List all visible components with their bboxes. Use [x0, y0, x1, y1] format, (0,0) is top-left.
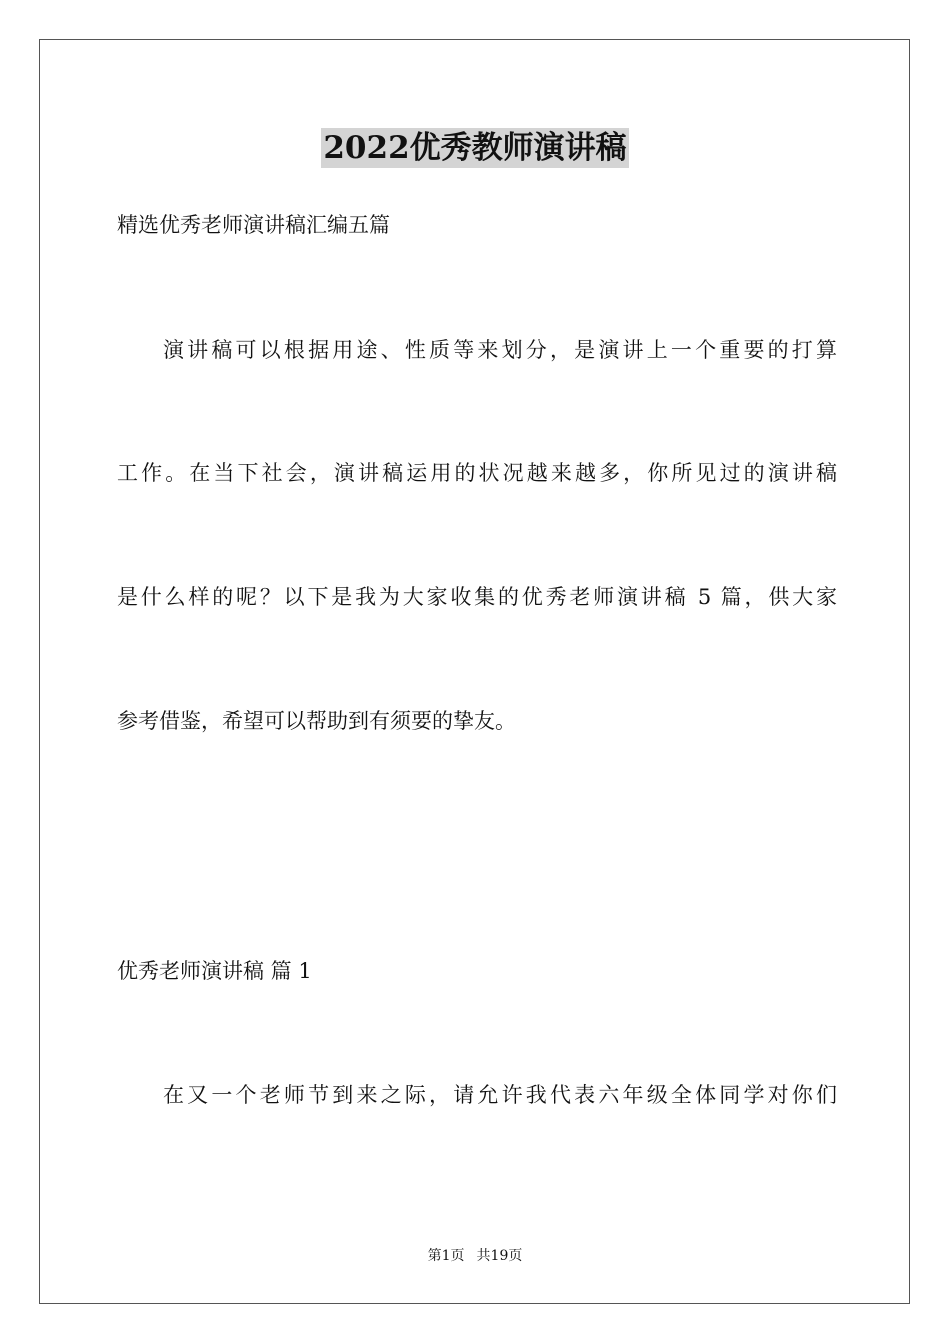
page-total: 共19页	[476, 1248, 523, 1264]
document-title: 2022优秀教师演讲稿	[323, 130, 627, 166]
intro-line-4: 参考借鉴，希望可以帮助到有须要的挚友。	[117, 709, 516, 733]
intro-line-2: 工作。在当下社会，演讲稿运用的状况越来越多，你所见过的演讲稿	[117, 461, 837, 485]
intro-line-3: 是什么样的呢？以下是我为大家收集的优秀老师演讲稿 5 篇，供大家	[117, 585, 837, 609]
section-heading: 优秀老师演讲稿 篇 1	[117, 959, 312, 983]
intro-line-1: 演讲稿可以根据用途、性质等来划分，是演讲上一个重要的打算	[163, 338, 837, 362]
document-subtitle: 精选优秀老师演讲稿汇编五篇	[117, 213, 390, 237]
section-first-line: 在又一个老师节到来之际，请允许我代表六年级全体同学对你们	[163, 1083, 837, 1107]
page-number: 第1页	[427, 1248, 465, 1264]
page-footer	[0, 1247, 950, 1265]
title-wrap	[0, 128, 950, 168]
